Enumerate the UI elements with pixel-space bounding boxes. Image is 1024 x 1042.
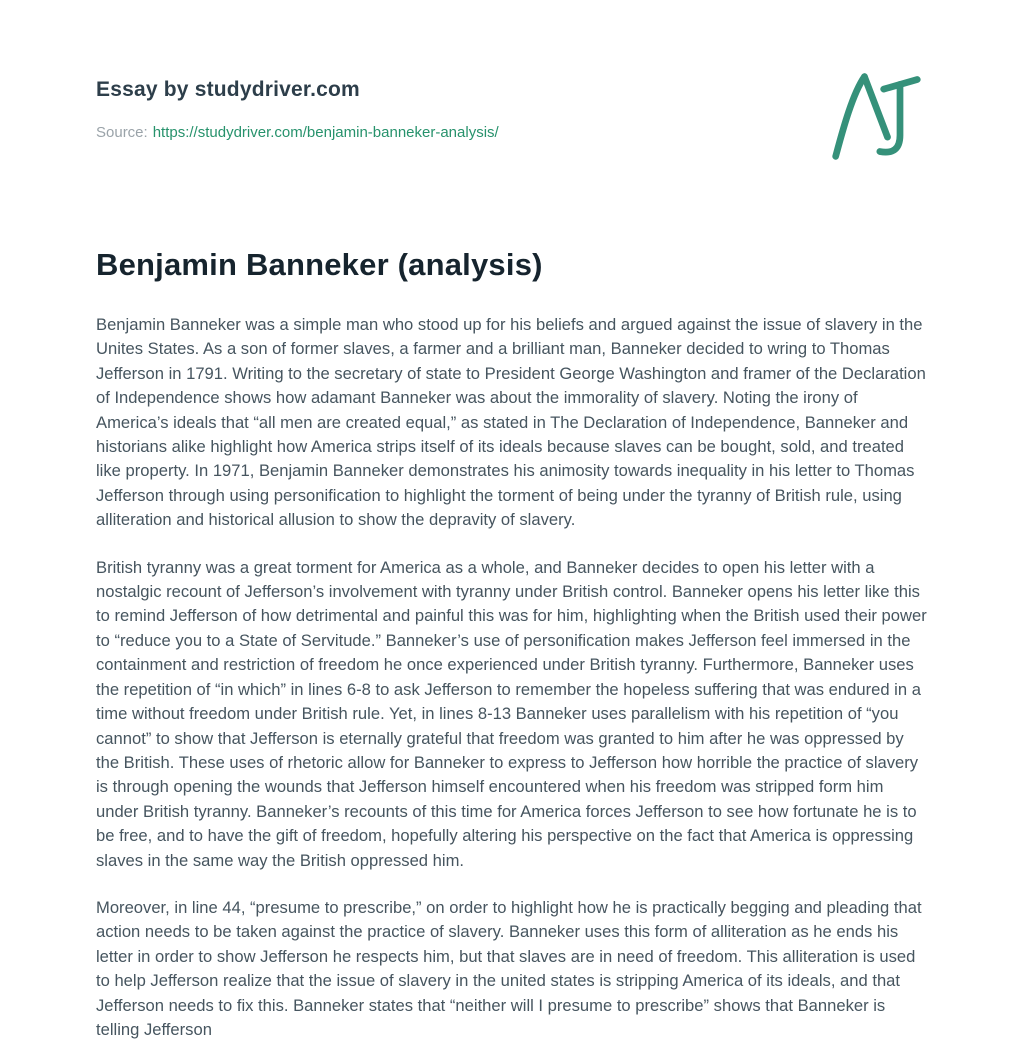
essay-body xyxy=(96,247,928,1042)
source-line xyxy=(96,124,928,141)
essay-paragraph-1: Benjamin Banneker was a simple man who stood up for his beliefs and argued against the issue of slavery in the Unites States. As a son of former slaves, a farmer and a brilliant man, Banneker decided to wring to Thomas Jefferson in 1791. Writing to the secretary of state to President George Washington and framer of the Declaration of Independence shows how adamant Banneker was about the immorality of slavery. Noting the irony of America’s ideals that “all men are created equal,” as stated in The Declaration of Independence, Banneker and historians alike highlight how America strips itself of its ideals because slaves can be bought, sold, and treated like property. In 1971, Benjamin Banneker demonstrates his animosity towards inequality in his letter to Thomas Jefferson through using personification to highlight the torment of being under the tyranny of British rule, using alliteration and historical allusion to show the depravity of slavery. xyxy=(96,315,926,530)
byline: Essay by studydriver.com xyxy=(96,78,360,101)
source-label: Source: xyxy=(96,124,148,141)
source-link[interactable]: https://studydriver.com/benjamin-banneker-analysis/ xyxy=(152,124,499,141)
document-header xyxy=(96,78,928,141)
essay-paragraph-3: Moreover, in line 44, “presume to prescribe,” on order to highlight how he is practically begging and pleading that action needs to be taken against the practice of slavery. Banneker uses this form of alliteration as he ends his letter in order to show Jefferson he respects him, but that slaves are in need of freedom. This alliteration is used to help Jefferson realize that the issue of slavery in the united states is stripping America of its ideals, and that Jefferson needs to fix this. Banneker states that “neither will I presume to prescribe” shows that Banneker is telling Jefferson xyxy=(96,897,922,1039)
studydriver-logo-icon xyxy=(826,68,926,164)
essay-paragraph-2: British tyranny was a great torment for America as a whole, and Banneker decides to open his letter with a nostalgic recount of Jefferson’s involvement with tyranny under British control. Banneker opens his letter like this to remind Jefferson of how detrimental and painful this was for him, highlighting when the British used their power to “reduce you to a State of Servitude.” Banneker’s use of personification makes Jefferson feel immersed in the containment and restriction of freedom he once experienced under British tyranny. Furthermore, Banneker uses the repetition of “in which” in lines 6-8 to ask Jefferson to remember the hopeless suffering that was endured in a time without freedom under British rule. Yet, in lines 8-13 Banneker uses parallelism with his repetition of “you cannot” to show that Jefferson is eternally grateful that freedom was granted to him after he was oppressed by the British. These uses of rhetoric allow for Banneker to express to Jefferson how horrible the practice of slavery is through opening the wounds that Jefferson himself encountered when his freedom was stripped form him under British tyranny. Banneker’s recounts of this time for America forces Jefferson to see how fortunate he is to be free, and to have the gift of freedom, hopefully altering his perspective on the fact that America is oppressing slaves in the same way the British oppressed him. xyxy=(96,557,927,870)
essay-title: Benjamin Banneker (analysis) xyxy=(96,247,543,282)
essay-paragraphs xyxy=(96,313,928,1042)
